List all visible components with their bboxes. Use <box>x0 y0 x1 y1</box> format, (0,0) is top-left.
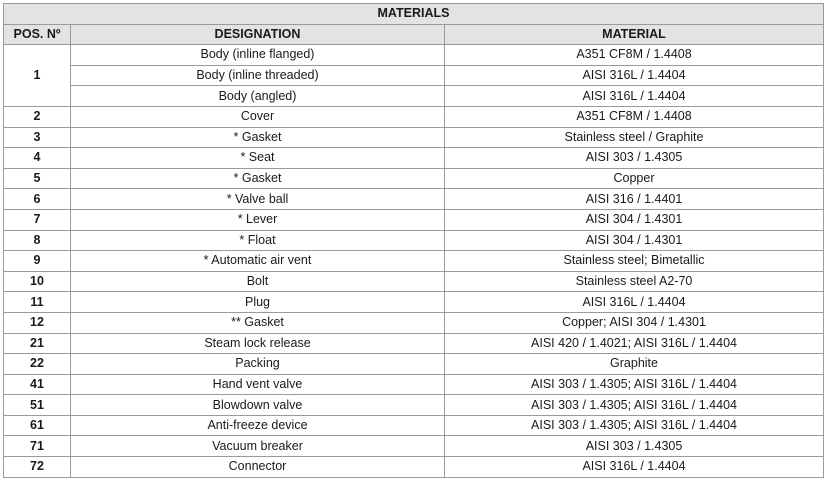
designation-cell: * Float <box>71 230 445 251</box>
table-row <box>4 457 824 478</box>
material-cell: AISI 304 / 1.4301 <box>445 230 824 251</box>
designation-cell: Steam lock release <box>71 333 445 354</box>
table-row <box>4 148 824 169</box>
material-cell: Graphite <box>445 354 824 375</box>
pos-cell: 2 <box>4 106 71 127</box>
pos-cell: 3 <box>4 127 71 148</box>
pos-cell: 41 <box>4 374 71 395</box>
material-cell: AISI 316L / 1.4404 <box>445 457 824 478</box>
table-title: MATERIALS <box>4 4 824 25</box>
designation-cell: Vacuum breaker <box>71 436 445 457</box>
material-cell: AISI 304 / 1.4301 <box>445 209 824 230</box>
pos-cell: 8 <box>4 230 71 251</box>
table-row <box>4 415 824 436</box>
table-row <box>4 251 824 272</box>
pos-header: POS. Nº <box>4 24 71 45</box>
header-row <box>4 24 824 45</box>
designation-cell: * Seat <box>71 148 445 169</box>
material-cell: AISI 420 / 1.4021; AISI 316L / 1.4404 <box>445 333 824 354</box>
table-row <box>4 106 824 127</box>
pos-cell: 22 <box>4 354 71 375</box>
table-row <box>4 65 824 86</box>
material-cell: Copper; AISI 304 / 1.4301 <box>445 312 824 333</box>
pos-cell: 61 <box>4 415 71 436</box>
pos-cell: 51 <box>4 395 71 416</box>
table-row <box>4 230 824 251</box>
pos-cell: 10 <box>4 271 71 292</box>
table-row <box>4 354 824 375</box>
pos-cell: 9 <box>4 251 71 272</box>
table-row <box>4 395 824 416</box>
table-row <box>4 312 824 333</box>
table-row <box>4 209 824 230</box>
designation-cell: * Valve ball <box>71 189 445 210</box>
designation-cell: * Automatic air vent <box>71 251 445 272</box>
table-row <box>4 333 824 354</box>
pos-cell: 4 <box>4 148 71 169</box>
material-cell: AISI 303 / 1.4305; AISI 316L / 1.4404 <box>445 415 824 436</box>
pos-cell: 72 <box>4 457 71 478</box>
table-row <box>4 292 824 313</box>
table-row <box>4 189 824 210</box>
designation-cell: Hand vent valve <box>71 374 445 395</box>
designation-cell: Bolt <box>71 271 445 292</box>
table-row <box>4 168 824 189</box>
designation-header: DESIGNATION <box>71 24 445 45</box>
table-row <box>4 436 824 457</box>
designation-cell: ** Gasket <box>71 312 445 333</box>
designation-cell: * Gasket <box>71 127 445 148</box>
material-cell: AISI 303 / 1.4305 <box>445 148 824 169</box>
designation-cell: Body (inline flanged) <box>71 45 445 66</box>
material-header: MATERIAL <box>445 24 824 45</box>
material-cell: AISI 303 / 1.4305; AISI 316L / 1.4404 <box>445 374 824 395</box>
designation-cell: * Gasket <box>71 168 445 189</box>
pos-cell: 12 <box>4 312 71 333</box>
material-cell: A351 CF8M / 1.4408 <box>445 45 824 66</box>
designation-cell: * Lever <box>71 209 445 230</box>
designation-cell: Body (inline threaded) <box>71 65 445 86</box>
pos-cell: 1 <box>4 45 71 107</box>
designation-cell: Anti-freeze device <box>71 415 445 436</box>
pos-cell: 6 <box>4 189 71 210</box>
table-row <box>4 374 824 395</box>
material-cell: AISI 303 / 1.4305; AISI 316L / 1.4404 <box>445 395 824 416</box>
designation-cell: Plug <box>71 292 445 313</box>
materials-table <box>3 3 824 478</box>
designation-cell: Cover <box>71 106 445 127</box>
material-cell: AISI 303 / 1.4305 <box>445 436 824 457</box>
designation-cell: Body (angled) <box>71 86 445 107</box>
pos-cell: 7 <box>4 209 71 230</box>
table-row <box>4 271 824 292</box>
pos-cell: 71 <box>4 436 71 457</box>
material-cell: AISI 316L / 1.4404 <box>445 65 824 86</box>
title-row <box>4 4 824 25</box>
table-row <box>4 45 824 66</box>
pos-cell: 5 <box>4 168 71 189</box>
designation-cell: Connector <box>71 457 445 478</box>
designation-cell: Packing <box>71 354 445 375</box>
pos-cell: 21 <box>4 333 71 354</box>
material-cell: A351 CF8M / 1.4408 <box>445 106 824 127</box>
material-cell: AISI 316L / 1.4404 <box>445 86 824 107</box>
table-row <box>4 127 824 148</box>
material-cell: Stainless steel / Graphite <box>445 127 824 148</box>
material-cell: Stainless steel A2-70 <box>445 271 824 292</box>
table-row <box>4 86 824 107</box>
material-cell: AISI 316 / 1.4401 <box>445 189 824 210</box>
material-cell: Stainless steel; Bimetallic <box>445 251 824 272</box>
pos-cell: 11 <box>4 292 71 313</box>
material-cell: Copper <box>445 168 824 189</box>
material-cell: AISI 316L / 1.4404 <box>445 292 824 313</box>
designation-cell: Blowdown valve <box>71 395 445 416</box>
materials-body <box>4 45 824 477</box>
